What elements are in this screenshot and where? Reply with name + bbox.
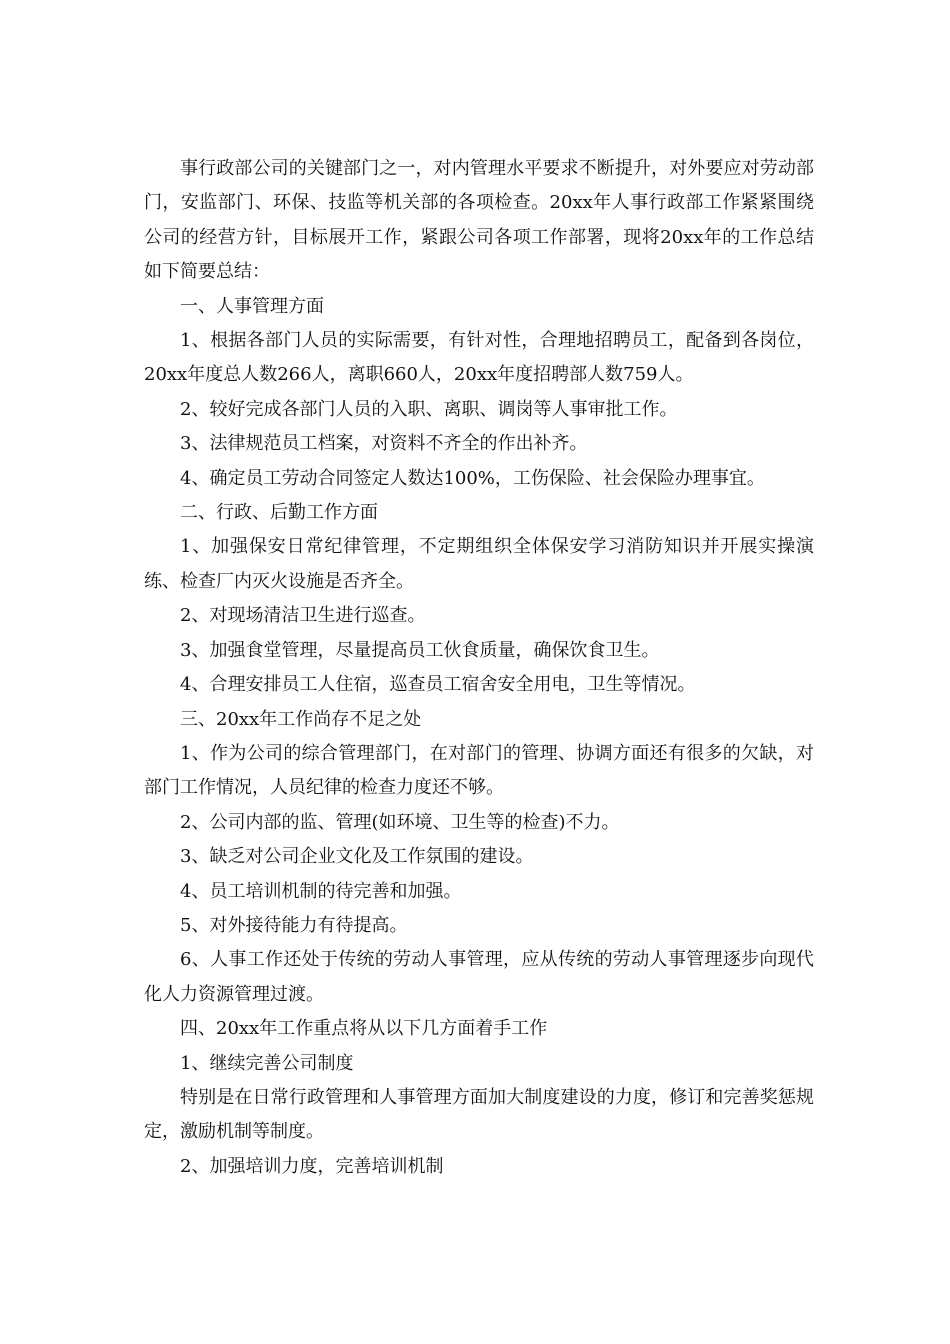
list-item: 3、法律规范员工档案，对资料不齐全的作出补齐。 [180,433,588,455]
section-heading-administration: 二、行政、后勤工作方面 [180,502,378,524]
list-item: 1、根据各部门人员的实际需要，有针对性，合理地招聘员工，配备到各岗位，20xx年度总人数266人，离职660人，20xx年度招聘部人数759人。 [144,330,814,386]
intro-paragraph: 事行政部公司的关键部门之一，对内管理水平要求不断提升，对外要应对劳动部门，安监部门、环保、技监等机关部的各项检查。20xx年人事行政部工作紧紧围绕公司的经营方针，目标展开工作，紧跟公司各项工作部署，现将20xx年的工作总结如下简要总结： [144,158,814,283]
section-heading-shortcomings: 三、20xx年工作尚存不足之处 [180,708,422,730]
sub-heading: 2、加强培训力度，完善培训机制 [180,1155,444,1177]
body-paragraph: 特别是在日常行政管理和人事管理方面加大制度建设的力度，修订和完善奖惩规定，激励机制等制度。 [144,1086,814,1143]
list-item: 4、合理安排员工人住宿，巡查员工宿舍安全用电，卫生等情况。 [180,674,696,696]
list-item: 2、对现场清洁卫生进行巡查。 [180,605,426,627]
list-item: 4、员工培训机制的待完善和加强。 [180,880,462,902]
list-item: 3、加强食堂管理，尽量提高员工伙食质量，确保饮食卫生。 [180,639,660,661]
list-item: 1、作为公司的综合管理部门，在对部门的管理、协调方面还有很多的欠缺，对部门工作情况，人员纪律的检查力度还不够。 [144,742,814,799]
list-item: 2、较好完成各部门人员的入职、离职、调岗等人事审批工作。 [180,398,678,420]
list-item: 6、人事工作还处于传统的劳动人事管理，应从传统的劳动人事管理逐步向现代化人力资源管理过渡。 [144,949,814,1005]
list-item: 4、确定员工劳动合同签定人数达100%，工伤保险、社会保险办理事宜。 [180,467,765,489]
section-heading-personnel: 一、人事管理方面 [180,295,324,317]
list-item: 2、公司内部的监、管理(如环境、卫生等的检查)不力。 [180,811,620,833]
list-item: 3、缺乏对公司企业文化及工作氛围的建设。 [180,846,534,868]
list-item: 5、对外接待能力有待提高。 [180,914,408,936]
document-body [144,152,814,1184]
sub-heading: 1、继续完善公司制度 [180,1052,354,1074]
list-item: 1、加强保安日常纪律管理，不定期组织全体保安学习消防知识并开展实操演练、检查厂内灭火设施是否齐全。 [144,536,814,592]
section-heading-priorities: 四、20xx年工作重点将从以下几方面着手工作 [180,1018,548,1040]
